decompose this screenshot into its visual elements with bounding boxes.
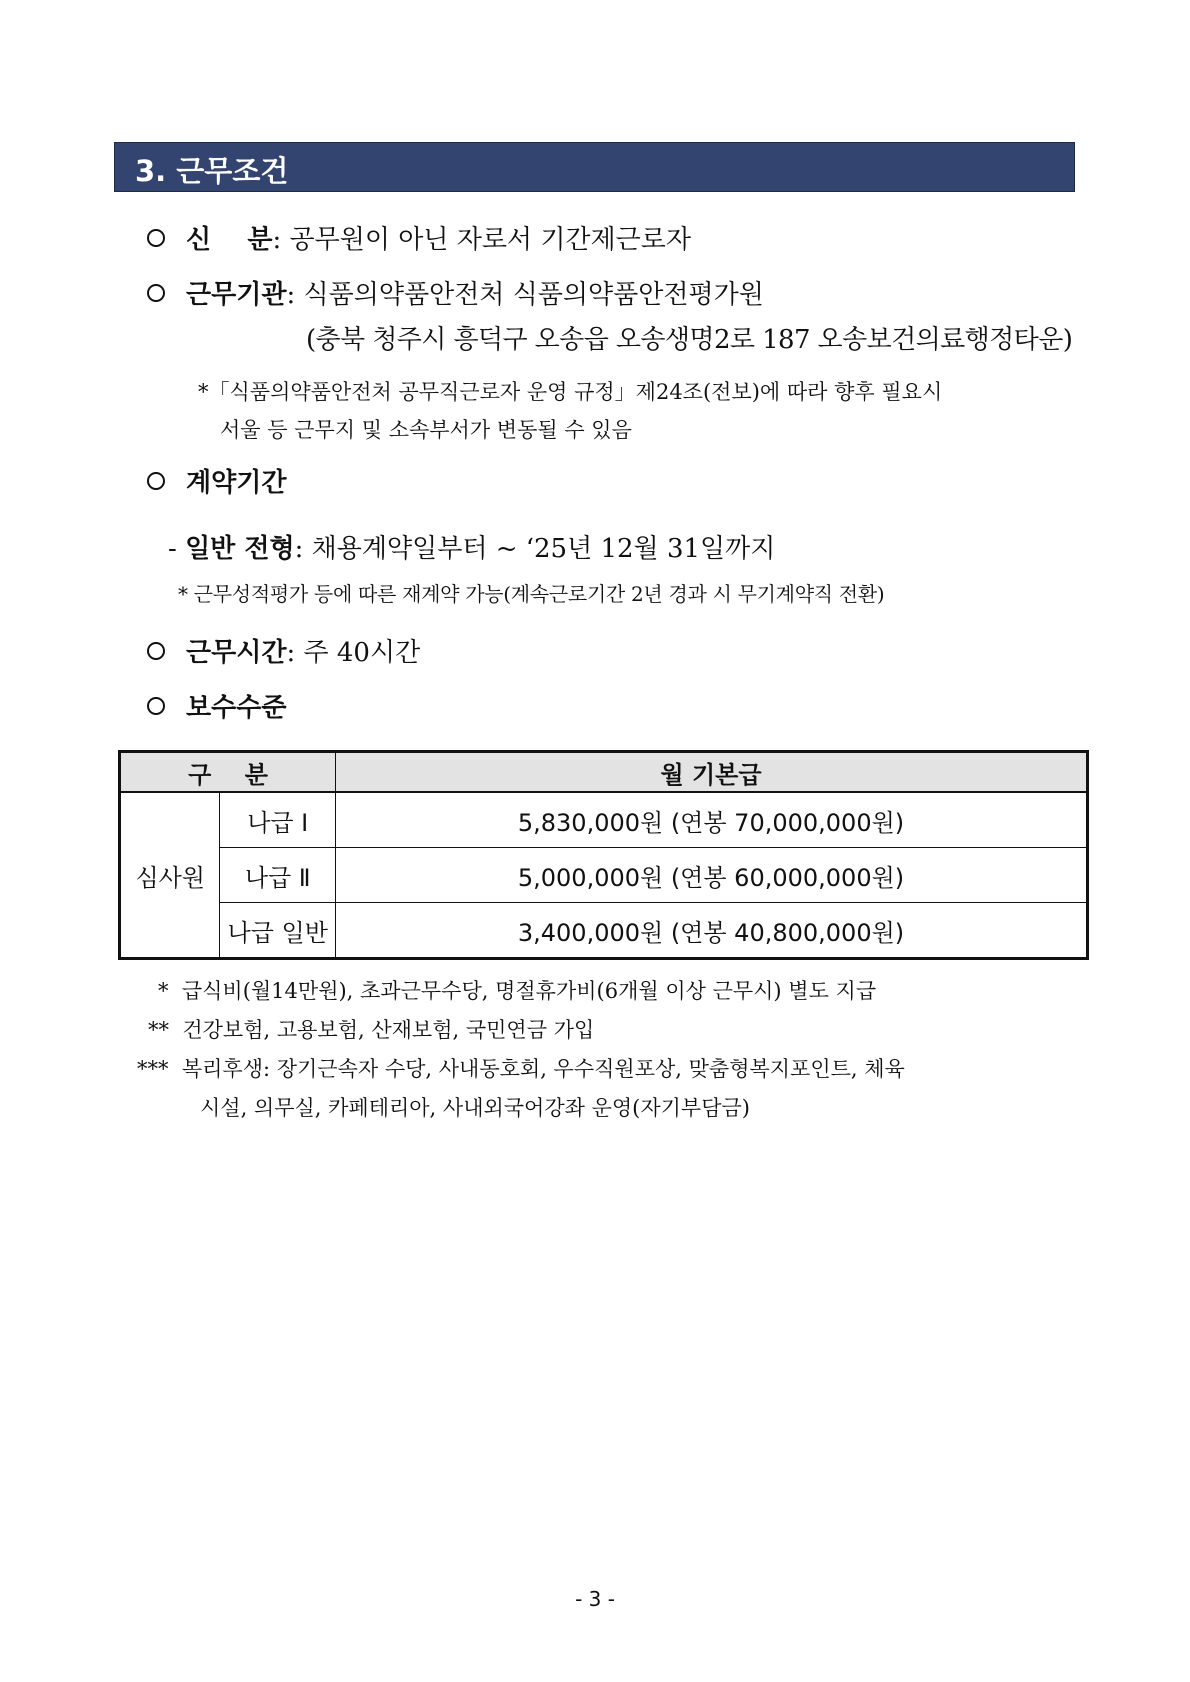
workplace-note-2: 서울 등 근무지 및 소속부서가 변동될 수 있음 [220, 418, 632, 442]
pay-label: 보수수준 [186, 693, 287, 723]
pay-cell: 5,000,000원 (연봉 60,000,000원) [336, 848, 1088, 903]
contract-note: * 근무성적평가 등에 따른 재계약 가능(계속근로기간 2년 경과 시 무기계약직 전환) [178, 582, 885, 606]
status-row [186, 219, 691, 256]
header-category: 구 분 [120, 752, 336, 793]
contract-type: 일반 전형 [185, 534, 295, 564]
grade-cell: 나급 Ⅱ [220, 848, 336, 903]
hours-label: 근무시간 [186, 638, 287, 668]
status-value: : 공무원이 아닌 자로서 기간제근로자 [272, 225, 692, 255]
page-number: - 3 - [575, 1587, 615, 1611]
status-label: 신 분 [186, 225, 273, 255]
note-2: ** 건강보험, 고용보험, 산재보험, 국민연금 가입 [148, 1018, 595, 1042]
header-pay: 월 기본급 [336, 752, 1088, 793]
section-title: 3. 근무조건 [135, 154, 289, 188]
table-row [120, 903, 1088, 959]
workplace-address: (충북 청주시 흥덕구 오송읍 오송생명2로 187 오송보건의료행정타운) [306, 325, 1073, 355]
workplace-note-1: *「식품의약품안전처 공무직근로자 운영 규정」제24조(전보)에 따라 향후 필요시 [198, 380, 943, 404]
pay-table [118, 750, 1089, 960]
contract-label: 계약기간 [186, 468, 287, 498]
bullet-circle-icon [147, 472, 165, 490]
table-row [120, 792, 1088, 848]
hours-row [186, 632, 420, 669]
bullet-circle-icon [147, 642, 165, 660]
bullet-circle-icon [147, 284, 165, 302]
note-3-continued: 시설, 의무실, 카페테리아, 사내외국어강좌 운영(자기부담금) [200, 1096, 750, 1120]
workplace-row [186, 274, 764, 311]
bullet-circle-icon [147, 229, 165, 247]
workplace-value: : 식품의약품안전처 식품의약품안전평가원 [286, 280, 764, 310]
pay-cell: 5,830,000원 (연봉 70,000,000원) [336, 792, 1088, 848]
contract-row [168, 528, 775, 565]
pay-table-header [120, 752, 1088, 793]
group-cell: 심사원 [120, 792, 220, 959]
note-3: *** 복리후생: 장기근속자 수당, 사내동호회, 우수직원포상, 맞춤형복지포인트, 체육 [137, 1057, 905, 1081]
contract-dash: - [168, 534, 177, 564]
workplace-label: 근무기관 [186, 280, 287, 310]
table-row [120, 848, 1088, 903]
contract-value: : 채용계약일부터 ~ ‘25년 12월 31일까지 [294, 534, 776, 564]
hours-value: : 주 40시간 [286, 638, 421, 668]
bullet-circle-icon [147, 697, 165, 715]
section-header [114, 142, 1075, 192]
grade-cell: 나급 Ⅰ [220, 792, 336, 848]
note-1: * 급식비(월14만원), 초과근무수당, 명절휴가비(6개월 이상 근무시) 별도 지급 [158, 979, 877, 1003]
grade-cell: 나급 일반 [220, 903, 336, 959]
pay-cell: 3,400,000원 (연봉 40,800,000원) [336, 903, 1088, 959]
